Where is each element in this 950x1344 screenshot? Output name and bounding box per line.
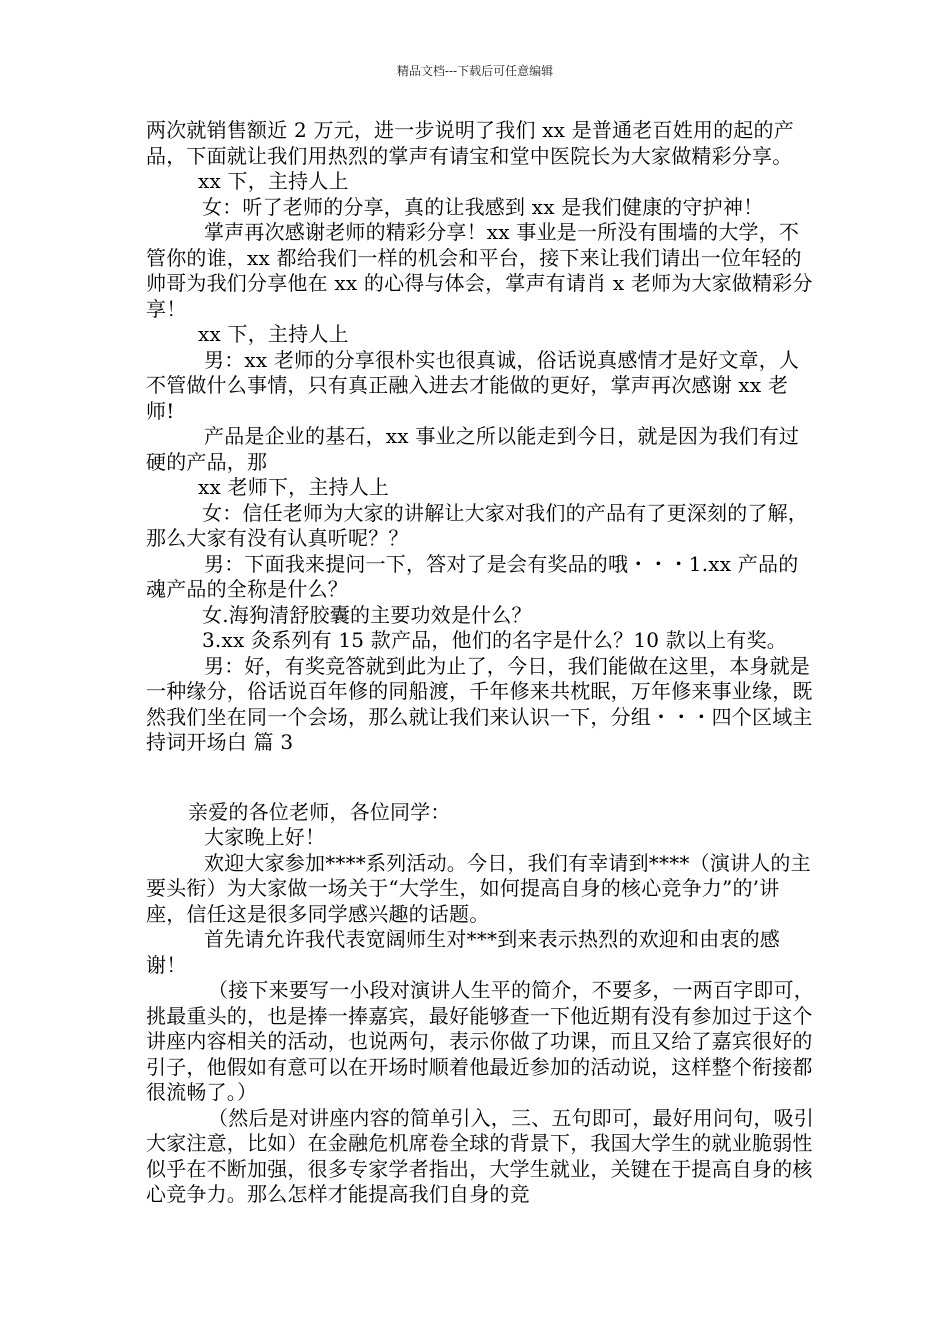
paragraph-sales: 两次就销售额近 2 万元，进一步说明了我们 xx 是普通老百姓用的起的产品，下面就让我们用热烈的掌声有请宝和堂中医院长为大家做精彩分享。 bbox=[146, 118, 794, 168]
paragraph-quiz-question-3: 3.xx 灸系列有 15 款产品，他们的名字是什么？10 款以上有奖。 bbox=[202, 628, 787, 652]
paragraph-host-up-1: xx 下，主持人上 bbox=[198, 169, 349, 193]
paragraph-female-guardian: 女：听了老师的分享，真的让我感到 xx 是我们健康的守护神！ bbox=[202, 194, 764, 219]
paragraph-host-up-3: xx 老师下，主持人上 bbox=[198, 475, 390, 499]
paragraph-female-trust: 女：信任老师为大家的讲解让大家对我们的产品有了更深刻的了解，那么大家有没有认真听呢？？ bbox=[146, 500, 808, 550]
page-header-note: 精品文档---下载后可任意编辑 bbox=[396, 64, 554, 78]
paragraph-good-evening: 大家晚上好！ bbox=[204, 825, 326, 849]
paragraph-welcome: 欢迎大家参加****系列活动。今日，我们有幸请到****（演讲人的主要头衔）为大家做一场关于“大学生，如何提高自身的核心竞争力”的’讲座，信任这是很多同学感兴趣的话题。 bbox=[146, 850, 811, 926]
paragraph-male-quiz: 男：下面我来提问一下，答对了是会有奖品的哦・・・1.xx 产品的魂产品的全称是什么？ bbox=[146, 551, 799, 601]
section-gap bbox=[146, 756, 816, 800]
paragraph-male-share: 男：xx 老师的分享很朴实也很真诚，俗话说真感情才是好文章，人不管做什么事情，只有真正融入进去才能做的更好，掌声再次感谢 xx 老师! bbox=[146, 347, 800, 423]
paragraph-lecture-intro-note: （然后是对讲座内容的简单引入，三、五句即可，最好用问句，吸引大家注意，比如）在金融危机席卷全球的背景下，我国大学生的就业脆弱性似乎在不断加强，很多专家学者指出，大学生就业，关键在于提高自身的核心竞争力。那么怎样才能提高我们自身的竞 bbox=[146, 1105, 814, 1206]
paragraph-male-closing: 男：好，有奖竞答就到此为止了，今日，我们能做在这里，本身就是一种缘分，俗话说百年修的同船渡，千年修来共枕眠，万年修来事业缘，既然我们坐在同一个会场，那么就让我们来认识一下，分组・・・四个区域主持词开场白 篇 3 bbox=[146, 653, 813, 754]
paragraph-quiz-question-2: 女.海狗清舒胶囊的主要功效是什么？ bbox=[202, 602, 532, 627]
paragraph-thanks: 首先请允许我代表宽阔师生对***到来表示热烈的欢迎和由衷的感谢！ bbox=[146, 927, 780, 977]
paragraph-host-up-2: xx 下，主持人上 bbox=[198, 322, 349, 346]
paragraph-applause: 掌声再次感谢老师的精彩分享！xx 事业是一所没有围墙的大学，不管你的谁，xx 都给我们一样的机会和平台，接下来让我们请出一位年轻的帅哥为我们分享他在 xx 的心得与体会，掌声有请肖 x 老师为大家做精彩分享！ bbox=[146, 220, 813, 321]
paragraph-speaker-bio-note: （接下来要写一小段对演讲人生平的简介，不要多，一两百字即可，挑最重头的，也是捧一捧嘉宾，最好能够查一下他近期有没有参加过于这个讲座内容相关的活动，也说两句，表示你做了功课，而且又给了嘉宾很好的引子，他假如有意可以在开场时顺着他最近参加的活动说，这样整个衔接都很流畅了。） bbox=[146, 978, 814, 1104]
document-body bbox=[146, 118, 816, 1208]
paragraph-salutation: 亲爱的各位老师，各位同学： bbox=[188, 799, 451, 824]
paragraph-products-cornerstone: 产品是企业的基石，xx 事业之所以能走到今日，就是因为我们有过硬的产品，那 bbox=[146, 424, 800, 474]
